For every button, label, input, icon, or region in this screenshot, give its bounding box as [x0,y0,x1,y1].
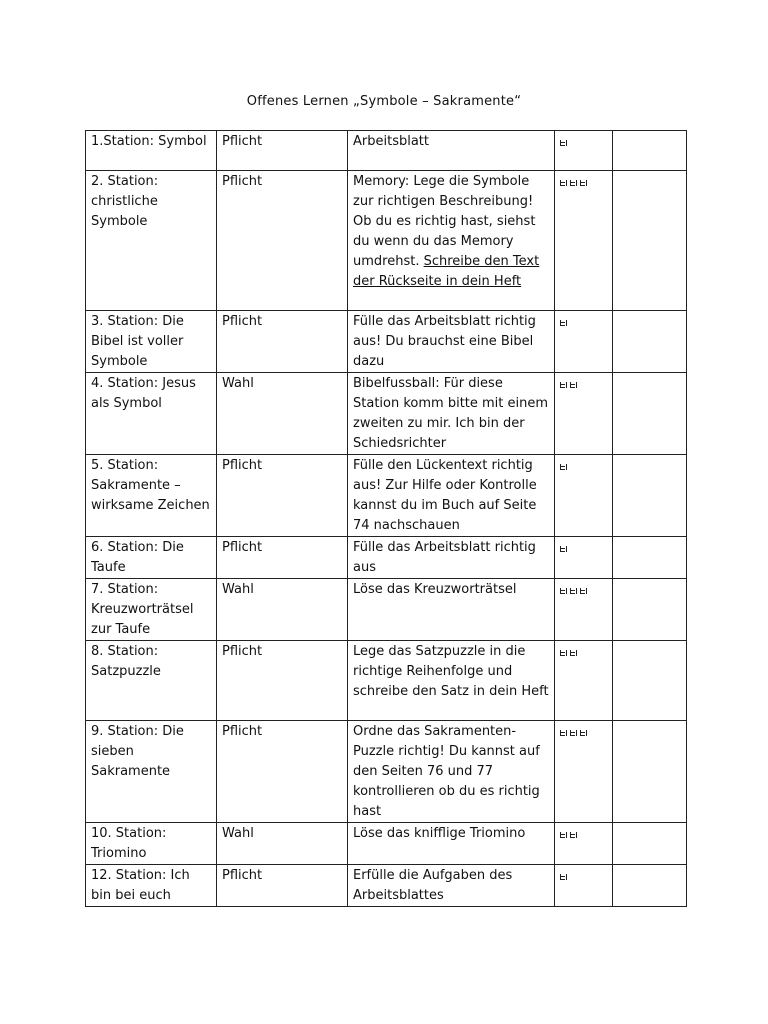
difficulty-icon [560,320,567,328]
check-cell [613,373,687,455]
station-cell: 6. Station: Die Taufe [86,537,217,579]
check-cell [613,131,687,171]
check-cell [613,865,687,907]
station-cell: 4. Station: Jesus als Symbol [86,373,217,455]
station-cell: 3. Station: Die Bibel ist voller Symbole [86,311,217,373]
station-cell: 10. Station: Triomino [86,823,217,865]
difficulty-cell [555,131,613,171]
task-cell [348,865,555,907]
table-row [86,641,687,721]
difficulty-icon [580,588,587,596]
check-cell [613,641,687,721]
check-cell [613,823,687,865]
difficulty-icon [580,730,587,738]
station-cell: 5. Station: Sakramente – wirksame Zeichen [86,455,217,537]
table-row [86,537,687,579]
task-text: Lege das Satzpuzzle in die richtige Reihenfolge und schreibe den Satz in dein Heft [353,644,549,699]
check-cell [613,455,687,537]
station-cell: 2. Station: christliche Symbole [86,171,217,311]
table-row [86,823,687,865]
task-text: Bibelfussball: Für diese Station komm bitte mit einem zweiten zu mir. Ich bin der Schiedsrichter [353,376,549,451]
task-cell [348,311,555,373]
difficulty-icon [570,730,577,738]
difficulty-icon [570,588,577,596]
difficulty-icon [580,180,587,188]
type-cell: Pflicht [217,171,348,311]
type-cell: Pflicht [217,721,348,823]
task-text: Erfülle die Aufgaben des Arbeitsblattes [353,868,513,903]
task-text: Memory: Lege die Symbole zur richtigen Beschreibung! Ob du es richtig hast, siehst du wenn du das Memory umdrehst. [353,174,536,269]
task-cell [348,721,555,823]
difficulty-cell [555,823,613,865]
check-cell [613,311,687,373]
table-row [86,311,687,373]
difficulty-icon [560,730,567,738]
task-text: Ordne das Sakramenten-Puzzle richtig! Du kannst auf den Seiten 76 und 77 kontrollieren ob du es richtig hast [353,724,540,819]
table-row [86,865,687,907]
task-cell [348,171,555,311]
difficulty-cell [555,537,613,579]
type-cell: Pflicht [217,455,348,537]
difficulty-icon [570,832,577,840]
difficulty-icon [570,180,577,188]
difficulty-cell [555,171,613,311]
check-cell [613,171,687,311]
task-text: Löse das Kreuzworträtsel [353,582,517,597]
difficulty-icon [560,140,567,148]
task-underlined-text: Schreibe den Text der Rückseite in dein Heft [353,254,540,289]
difficulty-cell [555,865,613,907]
difficulty-icon [560,464,567,472]
page-title: Offenes Lernen „Symbole – Sakramente“ [246,94,522,109]
table-row [86,131,687,171]
type-cell: Pflicht [217,131,348,171]
task-text: Arbeitsblatt [353,134,429,149]
type-cell: Pflicht [217,865,348,907]
difficulty-cell [555,373,613,455]
table-body [86,131,687,907]
station-cell: 8. Station: Satzpuzzle [86,641,217,721]
difficulty-icon [560,546,567,554]
table-row [86,455,687,537]
type-cell: Pflicht [217,641,348,721]
difficulty-cell [555,311,613,373]
check-cell [613,579,687,641]
station-cell: 12. Station: Ich bin bei euch [86,865,217,907]
check-cell [613,721,687,823]
stations-table [85,130,687,907]
difficulty-icon [560,832,567,840]
difficulty-icon [560,650,567,658]
difficulty-cell [555,579,613,641]
task-cell [348,373,555,455]
task-cell [348,537,555,579]
difficulty-cell [555,721,613,823]
difficulty-icon [560,874,567,882]
table-row [86,579,687,641]
type-cell: Wahl [217,579,348,641]
task-cell [348,823,555,865]
difficulty-icon [560,382,567,390]
type-cell: Wahl [217,823,348,865]
task-text: Löse das knifflige Triomino [353,826,526,841]
table-row [86,171,687,311]
task-cell [348,579,555,641]
difficulty-icon [570,382,577,390]
station-cell: 9. Station: Die sieben Sakramente [86,721,217,823]
difficulty-icon [570,650,577,658]
task-text: Fülle den Lückentext richtig aus! Zur Hilfe oder Kontrolle kannst du im Buch auf Seite 74 nachschauen [353,458,537,533]
table-row [86,373,687,455]
type-cell: Pflicht [217,537,348,579]
type-cell: Pflicht [217,311,348,373]
table-row [86,721,687,823]
task-cell [348,641,555,721]
difficulty-cell [555,641,613,721]
difficulty-icon [560,588,567,596]
check-cell [613,537,687,579]
task-cell [348,131,555,171]
station-cell: 1.Station: Symbol [86,131,217,171]
task-text: Fülle das Arbeitsblatt richtig aus [353,540,536,575]
station-cell: 7. Station: Kreuzworträtsel zur Taufe [86,579,217,641]
task-text: Fülle das Arbeitsblatt richtig aus! Du brauchst eine Bibel dazu [353,314,536,369]
difficulty-icon [560,180,567,188]
difficulty-cell [555,455,613,537]
task-cell [348,455,555,537]
type-cell: Wahl [217,373,348,455]
